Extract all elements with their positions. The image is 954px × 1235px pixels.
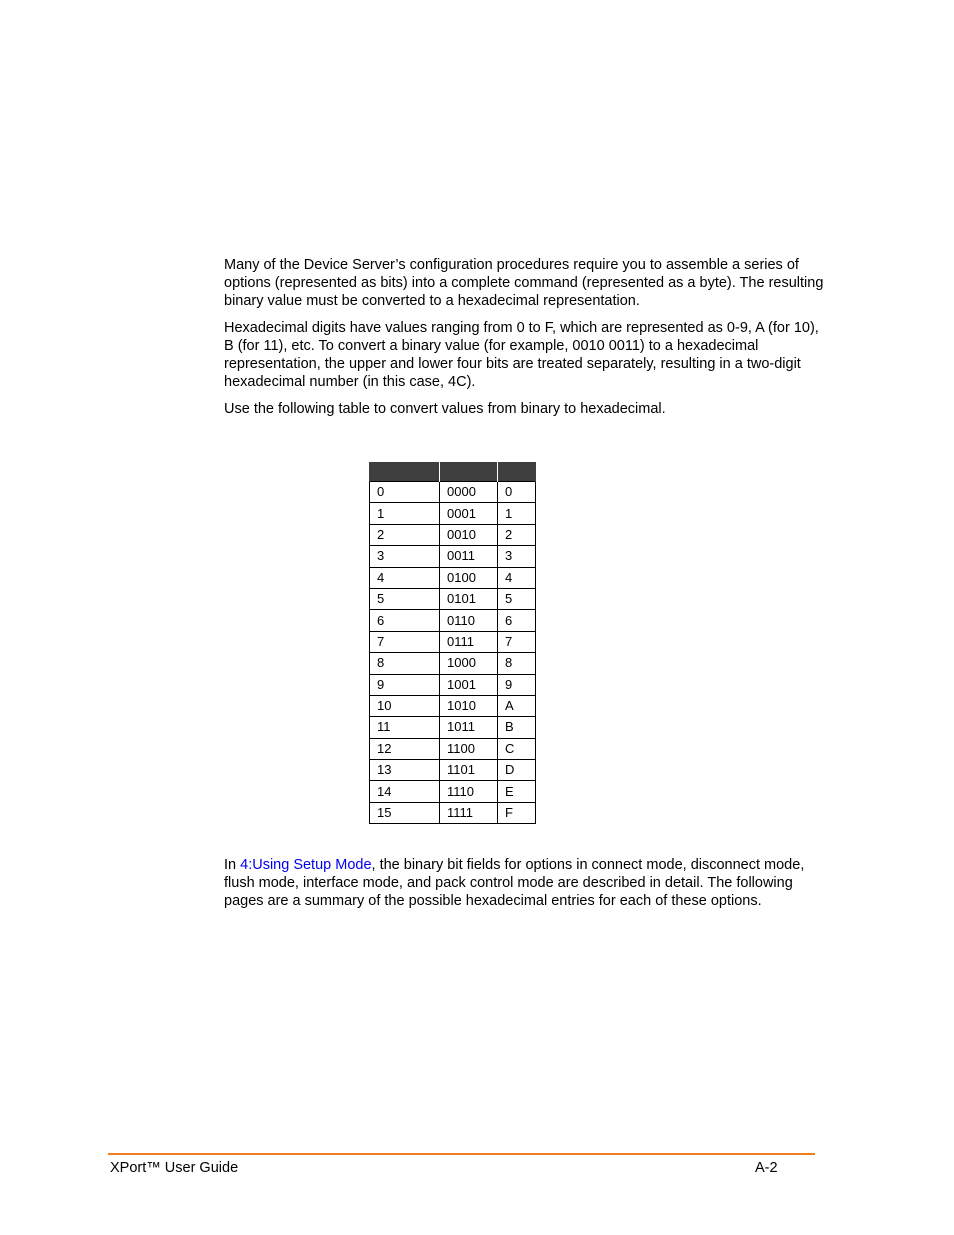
binary-cell: 0111 [440,631,498,652]
hex-cell: A [498,695,536,716]
binary-cell: 1100 [440,738,498,759]
binary-cell: 1000 [440,653,498,674]
header-decimal [370,462,440,482]
binary-cell: 1001 [440,674,498,695]
table-row [370,717,536,738]
table-row [370,524,536,545]
table-header-row [370,462,536,482]
hex-cell: 7 [498,631,536,652]
closing-suffix: , the binary bit fields for options in connect mode, disconnect mode, flush mode, interface mode, and pack control mode are described in detail. The following pages are a summary of the possible hexadecimal entries for each of these options. [224,857,805,909]
table-row [370,781,536,802]
binary-cell: 0100 [440,567,498,588]
table-row [370,653,536,674]
hex-cell: C [498,738,536,759]
binary-cell: 1011 [440,717,498,738]
hex-cell: 9 [498,674,536,695]
footer-divider [108,1153,815,1155]
binary-cell: 0010 [440,524,498,545]
decimal-cell: 11 [370,717,440,738]
hex-cell: 3 [498,546,536,567]
hex-cell: 1 [498,503,536,524]
hex-cell: 0 [498,482,536,503]
binary-cell: 0011 [440,546,498,567]
hex-cell: 2 [498,524,536,545]
table-row [370,631,536,652]
binary-cell: 1111 [440,802,498,823]
binary-cell: 1110 [440,781,498,802]
table-row [370,760,536,781]
header-hex [498,462,536,482]
binary-cell: 0000 [440,482,498,503]
decimal-cell: 5 [370,588,440,609]
table-row [370,695,536,716]
intro-paragraph-2: Hexadecimal digits have values ranging from 0 to F, which are represented as 0-9, A (for 10), B (for 11), etc. To convert a binary value (for example, 0010 0011) to a hexadecimal representation, the upper and lower four bits are treated separately, resulting in a two-digit hexadecimal number (in this case, 4C). [224,320,819,390]
binary-cell: 0110 [440,610,498,631]
binary-hex-table [369,462,536,824]
closing-paragraph [224,856,824,910]
decimal-cell: 6 [370,610,440,631]
decimal-cell: 2 [370,524,440,545]
footer-title: XPort™ User Guide [110,1160,239,1176]
decimal-cell: 13 [370,760,440,781]
table-row [370,802,536,823]
binary-cell: 1101 [440,760,498,781]
table-row [370,482,536,503]
decimal-cell: 3 [370,546,440,567]
decimal-cell: 15 [370,802,440,823]
decimal-cell: 0 [370,482,440,503]
hex-cell: 6 [498,610,536,631]
table-row [370,738,536,759]
table-body [370,482,536,824]
hex-cell: 8 [498,653,536,674]
decimal-cell: 4 [370,567,440,588]
hex-cell: E [498,781,536,802]
table-row [370,567,536,588]
binary-cell: 0001 [440,503,498,524]
hex-cell: 4 [498,567,536,588]
footer-page-number: A-2 [755,1160,778,1176]
table-row [370,588,536,609]
table-row [370,674,536,695]
decimal-cell: 7 [370,631,440,652]
decimal-cell: 8 [370,653,440,674]
table-row [370,610,536,631]
hex-cell: F [498,802,536,823]
intro-paragraph-3: Use the following table to convert values from binary to hexadecimal. [224,401,666,417]
decimal-cell: 12 [370,738,440,759]
binary-cell: 1010 [440,695,498,716]
table-row [370,546,536,567]
header-binary [440,462,498,482]
decimal-cell: 10 [370,695,440,716]
closing-prefix: In [224,857,241,873]
decimal-cell: 14 [370,781,440,802]
using-setup-mode-link[interactable]: 4:Using Setup Mode [240,857,372,873]
decimal-cell: 1 [370,503,440,524]
binary-cell: 0101 [440,588,498,609]
table-row [370,503,536,524]
hex-cell: B [498,717,536,738]
hex-cell: D [498,760,536,781]
intro-paragraph-1: Many of the Device Server’s configuration procedures require you to assemble a series of options (represented as bits) into a complete command (represented as a byte). The resulting binary value must be converted to a hexadecimal representation. [224,257,824,309]
hex-cell: 5 [498,588,536,609]
decimal-cell: 9 [370,674,440,695]
